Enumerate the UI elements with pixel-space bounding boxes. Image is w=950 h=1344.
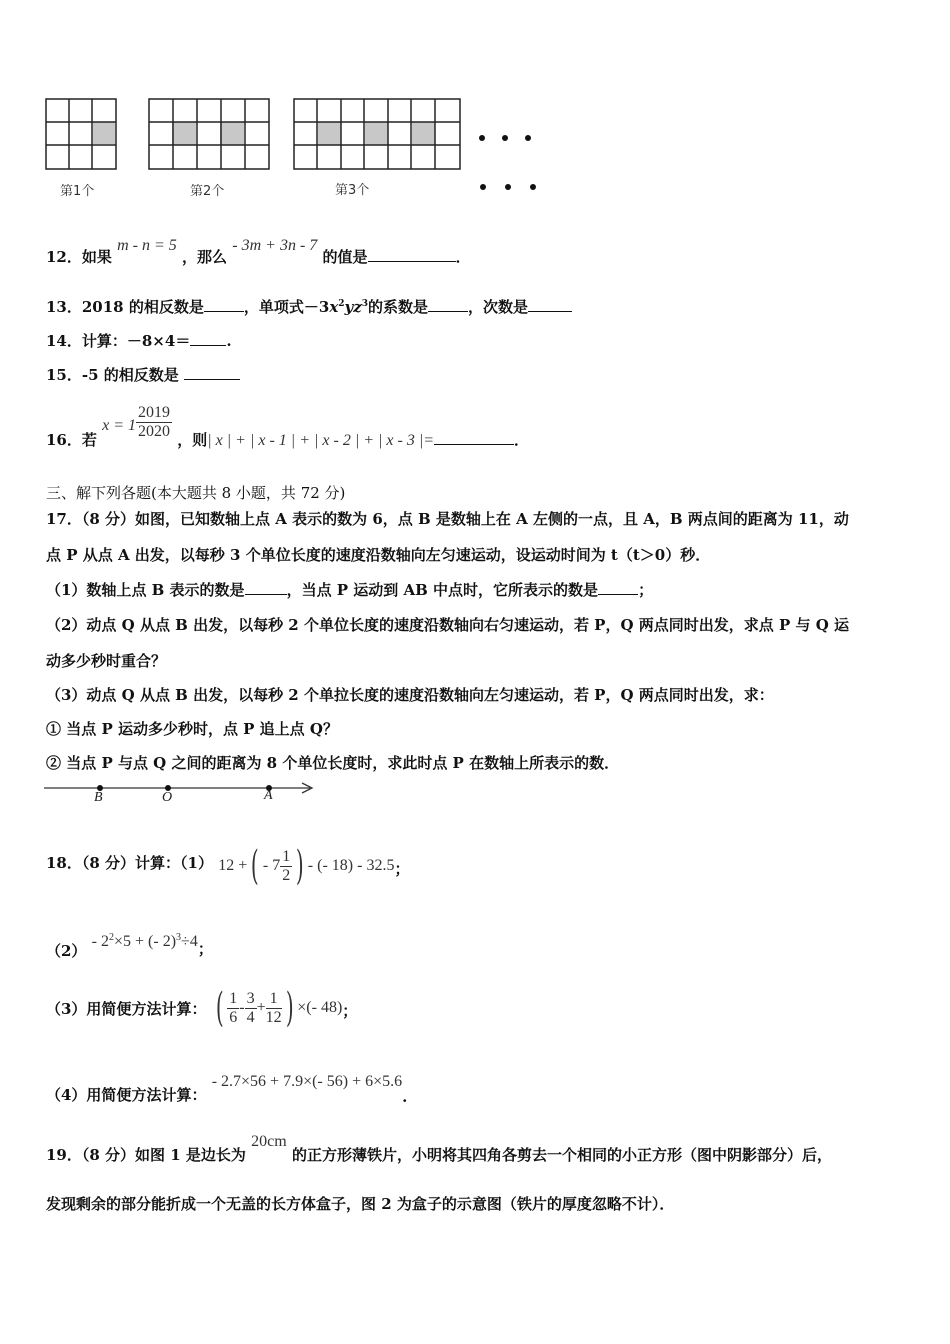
- figure-1: [46, 99, 116, 169]
- question-17-part-1: （1）数轴上点 B 表示的数是 ，当点 P 运动到 AB 中点时，它所表示的数是 ；: [46, 581, 654, 599]
- question-18-part-2: $(2) - 2^2\times 5$ + (- 2)$^3$÷4；: [46, 932, 213, 960]
- question-17-part-2: （2）动点 Q 从点 B 出发，以每秒 2 个单位长度的速度沿数轴向右匀速运动，若 P，Q 两点同时出发，求点 P 与 Q 运: [46, 616, 849, 634]
- figure-3: [294, 99, 460, 169]
- question-17-sub-2: ② 当点 P 与点 Q 之间的距离为 8 个单位长度时，求此时点 P 在数轴上所表示的数．: [46, 754, 620, 772]
- label-a: A: [264, 788, 273, 803]
- question-13: 13．2018 的相反数是 ，单项式$-3x^2yz^3$的系数是 ，次数是: [46, 296, 572, 317]
- number-line: [44, 780, 324, 800]
- question-18-part-1: 18．（8 分）计算：（1） 12 +( - 7 $\frac{1}{2}$ ) - (- 18) - 32.5；: [46, 843, 410, 889]
- answer-blank[interactable]: [368, 247, 456, 262]
- label-o: O: [162, 790, 173, 805]
- question-12: 12．如果 m - n = 5 ，那么 - 3m + 3n - 7 的值是 ．: [46, 237, 471, 266]
- ellipsis-dot: [530, 184, 536, 190]
- ellipsis-dot: [525, 135, 531, 141]
- ellipsis-dot: [479, 135, 485, 141]
- question-16: 16．若 x = 1 $\frac{2019}{2020}$ ，则| x | + | x - 1 | + | x - 2 | + | x - 3 |= ．: [46, 404, 530, 450]
- question-19-line-2: 发现剩余的部分能折成一个无盖的长方体盒子，图 2 为盒子的示意图（铁片的厚度忽略不计）．: [46, 1195, 675, 1213]
- answer-blank[interactable]: [528, 297, 572, 312]
- answer-blank[interactable]: [190, 331, 226, 346]
- ellipsis-dot: [480, 184, 486, 190]
- question-17-part-2-cont: 动多少秒时重合？: [46, 652, 167, 670]
- question-15: 15．-5 的相反数是: [46, 364, 240, 385]
- figure-1-caption: 第1个: [60, 184, 95, 199]
- question-14: 14．计算：－8×4＝ .: [46, 332, 232, 350]
- q12-condition: m - n = 5: [117, 237, 177, 254]
- section-3-title: 三、解下列各题(本大题共 8 小题，共 72 分): [46, 484, 346, 502]
- figure-2: [149, 99, 269, 169]
- q12-expression: - 3m + 3n - 7: [232, 237, 318, 254]
- question-17-line-1: 17．（8 分）如图，已知数轴上点 A 表示的数为 6，点 B 是数轴上在 A 左侧的一点，且 A，B 两点间的距离为 11，动: [46, 510, 849, 528]
- answer-blank[interactable]: [434, 430, 514, 445]
- question-17-line-2: 点 P 从点 A 出发，以每秒 3 个单位长度的速度沿数轴向左匀速运动，设运动时间为 t（t＞0）秒．: [46, 546, 711, 564]
- answer-blank[interactable]: [204, 297, 244, 312]
- figure-2-caption: 第2个: [190, 184, 225, 199]
- ellipsis-dot: [502, 135, 508, 141]
- figure-3-caption: 第3个: [335, 183, 370, 198]
- question-18-part-3: （3）用简便方法计算： ( $\frac{1}{6}$ - $\frac{3}{4}$ + $\frac{1}{12}$ ) ×(- 48)；: [46, 985, 358, 1031]
- label-b: B: [94, 790, 103, 805]
- answer-blank[interactable]: [184, 365, 240, 380]
- question-17-part-3: （3）动点 Q 从点 B 出发，以每秒 2 个单拉长度的速度沿数轴向左匀速运动，若 P，Q 两点同时出发，求：: [46, 686, 774, 704]
- ellipsis-dot: [505, 184, 511, 190]
- answer-blank[interactable]: [245, 580, 287, 595]
- answer-blank[interactable]: [598, 580, 638, 595]
- question-17-sub-1: ① 当点 P 运动多少秒时，点 P 追上点 Q？: [46, 720, 338, 738]
- answer-blank[interactable]: [428, 297, 468, 312]
- question-18-part-4: （4）用简便方法计算： - 2.7×56 + 7.9×(- 56) + 6×5.6.: [46, 1073, 408, 1106]
- question-19-line-1: 19．（8 分）如图 1 是边长为 20cm 的正方形薄铁片，小明将其四角各剪去一个相同的小正方形（图中阴影部分）后，: [46, 1133, 832, 1164]
